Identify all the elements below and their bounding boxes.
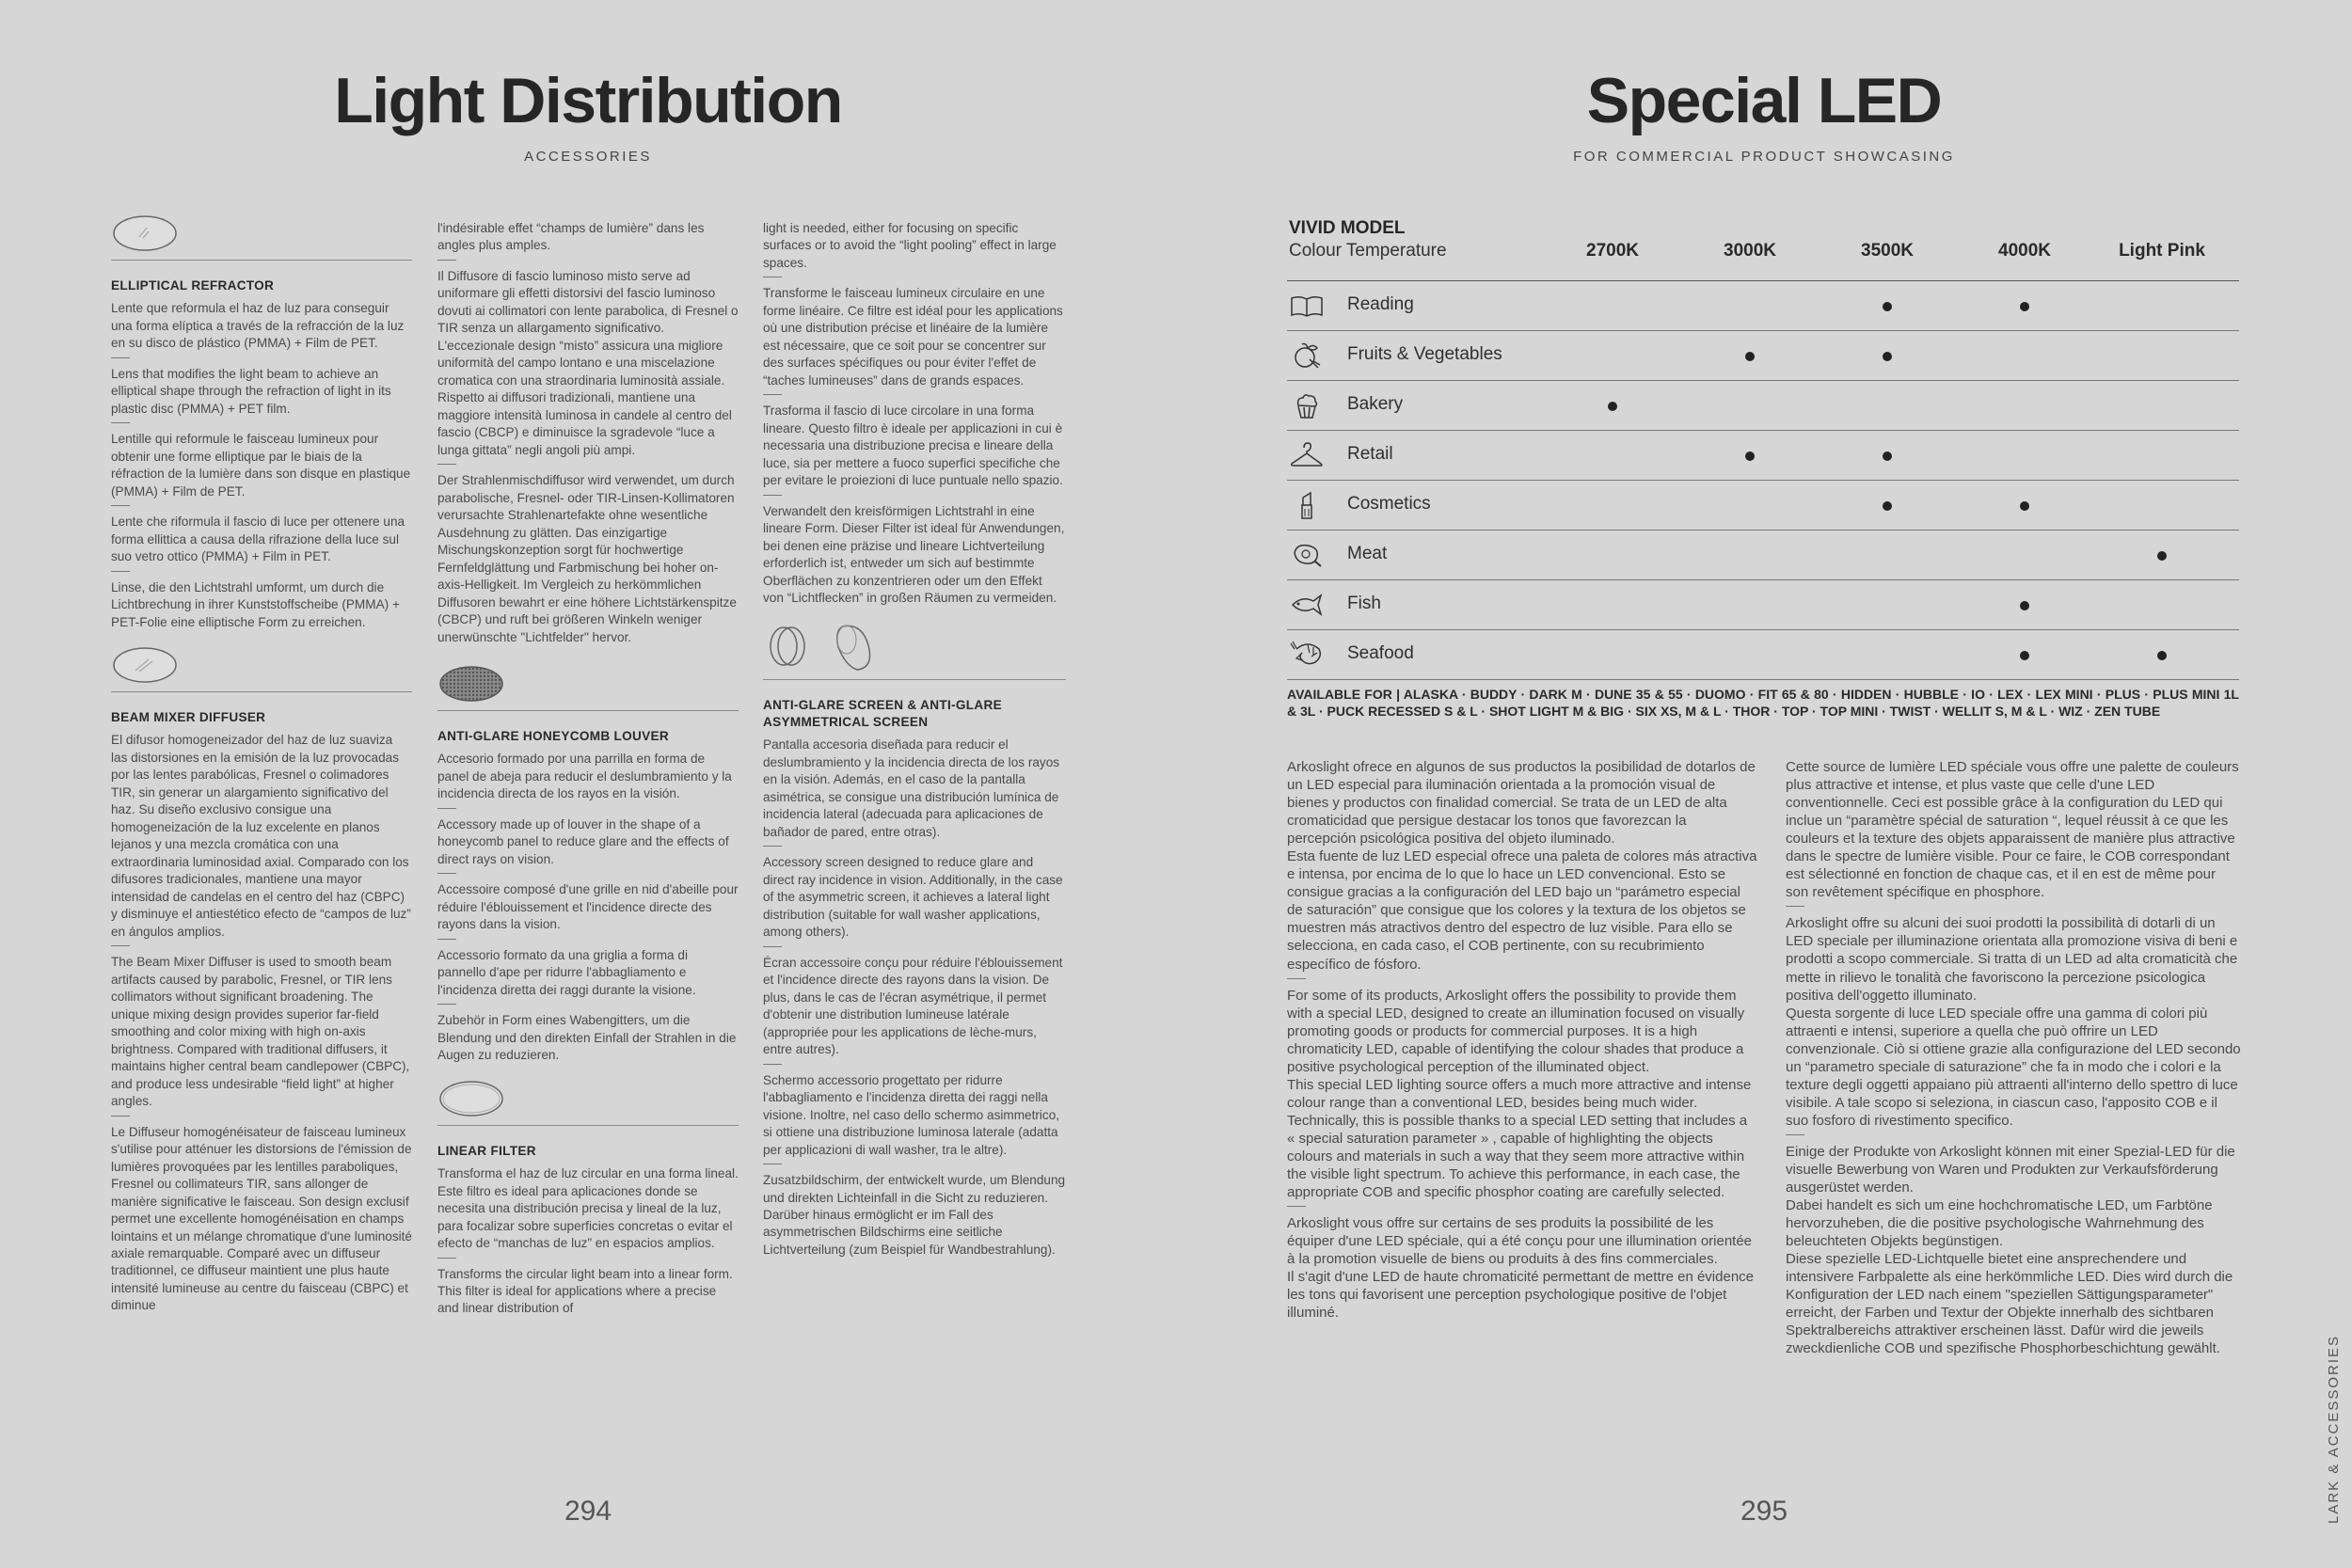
right-page [1176,0,2352,1568]
section-side-tag: LARK & ACCESSORIES [2326,1334,2342,1524]
divider [437,808,456,809]
paragraph-fr: Arkoslight vous offre sur certains de ses produits la possibilité de les équiper d'une LED spéciale, qui a été conçu pour une illumination orientée à la promotion visuelle de biens ou produits à des fins commerciales. Il s'agit d'une LED de haute chromaticité permettant de mettre en évidence les tons qui favorisent une perception psychologique positive de l'objet illuminé. [1287,1215,1755,1322]
table-row [1287,630,2239,680]
accessory-title: ELLIPTICAL REFRACTOR [111,278,275,293]
text-column-2 [437,220,739,1318]
paragraph-en: Accessory made up of louver in the shape of a honeycomb panel to reduce glare and the effects of direct rays on vision. [437,816,729,866]
linear-filter-icon [437,1078,505,1119]
availability-dot [1883,451,1892,461]
row-label: Bakery [1347,394,1404,414]
availability-dot [2020,501,2029,511]
row-label: Fruits & Vegetables [1347,344,1502,364]
paragraph-de: Zubehör in Form eines Wabengitters, um die Blendung und den direkten Einfall der Strahlen in die Augen zu reduzieren. [437,1013,737,1063]
elliptical-refractor-icon [111,213,179,254]
divider [437,1004,456,1005]
paragraph-it: Arkoslight offre su alcuni dei suoi prodotti la possibilità di dotarli di un LED speciale per illuminazione orientata alla promozione visiva di beni e prodotti a scopo commerciale. Si tratta di un LED ad alta cromaticità che mette in rilievo le tonalità che favoriscono la percezione psicologica positiva dell'oggetto illuminato. Questa sorgente di luce LED speciale offre una gamma di colori più attraenti e intensi, superiore a quella che può offrire un LED convenzionale. Ciò si ottiene grazie alla configurazione del LED secondo un “parametro speciale di saturazione” che fa in modo che i colori e la texture degli oggetti appaiano più attraenti all'interno dello spettro di luce visibile. A tale scopo si seleziona, in ciascun caso, l'apposito COB e il suo fosforo di rivestimento specifico. [1786,915,2241,1129]
paragraph-fr: Le Diffuseur homogénéisateur de faisceau lumineux s'utilise pour atténuer les distorsions de l'émission de lumières provoquées par les lentilles paraboliques, Fresnel ou collimateurs TIR, sans allonger de manière significative le faisceau. Son design exclusif permet une excellente homogénéisation en champs lointains et un mélange chromatique d'une luminosité axiale remarquable. Comparé avec un diffuseur traditionnel, ce diffuseur maintient une plus haute intensité lumineuse au centre du faisceau (CBPC) et diminue [111,1124,412,1313]
availability-dot [1745,352,1755,361]
divider [111,691,412,692]
model-name: VIVID MODEL [1289,218,1406,238]
paragraph-de: Linse, die den Lichtstrahl umformt, um durch die Lichtbrechung in ihrer Kunststoffscheibe (PMMA) + PET-Folie eine elliptische Form zu erreichen. [111,579,400,629]
table-row [1287,281,2239,331]
book-icon [1289,291,1325,321]
divider [437,710,739,711]
paragraph-en: The Beam Mixer Diffuser is used to smooth beam artifacts caused by parabolic, Fresnel, or TIR lens collimators without significant broadening. The unique mixing design provides superior far-field smoothing and color mixing with high on-axis brightness. Compared with traditional diffusers, it maintains higher central beam candlepower (CBPC), and produce less undesirable “field light” at higher angles. [111,955,410,1109]
table-row [1287,431,2239,481]
divider [1287,978,1306,979]
availability-dot [1883,352,1892,361]
paragraph-fr: Écran accessoire conçu pour réduire l'éblouissement et l'incidence directe des rayons dans la vision. De plus, dans le cas de l'écran asymétrique, il permet d'obtenir une distribution lumineuse latérale (appropriée pour les applications de lèche-murs, entre autres). [763,955,1063,1057]
column-header: 2700K [1586,241,1639,261]
paragraph-it: Lente che riformula il fascio di luce per ottenere una forma ellittica a causa della rifrazione della luce sul suo vetro ottico (PMMA) + Film in PET. [111,515,405,564]
accessory-title: ANTI-GLARE SCREEN & ANTI-GLARE ASYMMETRICAL SCREEN [763,697,1002,730]
paragraph-en: Accessory screen designed to reduce glare and direct ray incidence in vision. Additionally, in the case of the asymmetric screen, it achieves a lateral light distribution (suitable for wall washer applications, among others). [763,855,1063,940]
availability-dot [2157,551,2167,561]
paragraph-fr: Accessoire composé d'une grille en nid d'abeille pour réduire l'éblouissement et l'incidence directe des rayons dans la vision. [437,882,739,932]
anti-glare-screen-icon [763,619,895,673]
divider [1786,1134,1804,1135]
paragraph-it: Il Diffusore di fascio luminoso misto serve ad uniformare gli effetti distorsivi del fascio luminoso dovuti ai collimatori con lente parabolica, di Fresnel o TIR senza un allargamento significativo. L'eccezionale design “misto” assicura una migliore uniformità del campo lontano e una miscelazione cromatica con una straordinaria luminosità assiale. Rispetto ai diffusori tradizionali, mantiene una maggiore intensità luminosa in candele al centro del fascio (CBCP) e diminuisce la sgradevole “luce a lunga gittata” negli angoli più ampi. [437,268,739,457]
paragraph-es: Transforma el haz de luz circular en una forma lineal. Este filtro es ideal para aplicaciones donde se necesita una distribución precisa y lineal de la luz, para focalizar sobre superficies concretas o evitar el efecto de “manchas de luz” en espacios amplios. [437,1166,739,1251]
divider [111,260,412,261]
divider [763,679,1066,680]
fish-icon [1289,590,1325,620]
page-subtitle: FOR COMMERCIAL PRODUCT SHOWCASING [1573,149,1955,165]
paragraph-fr: l'indésirable effet “champs de lumière” dans les angles plus amples. [437,221,705,253]
column-header: 3000K [1724,241,1776,261]
row-label: Meat [1347,544,1388,563]
hanger-icon [1289,440,1325,470]
available-for-list: AVAILABLE FOR | ALASKA · BUDDY · DARK M · DUNE 35 & 55 · DUOMO · FIT 65 & 80 · HIDDEN · HUBBLE · IO · LEX · LEX MINI · PLUS · PLUS MINI 1L & 3L · PUCK RECESSED S & L · SHOT LIGHT M & BIG · SIX XS, M & L · THOR · TOP · TOP MINI · TWIST · WELLIT S, M & L · WIZ · ZEN TUBE [1287,687,2239,720]
row-header: Colour Temperature [1289,241,1447,261]
page-title: Special LED [1586,65,1942,136]
beam-mixer-diffuser-icon [111,644,179,686]
divider [1287,1206,1306,1207]
paragraph-fr: Lentille qui reformule le faisceau lumineux pour obtenir une forme elliptique par le biais de la réfraction de la lumière dans son disque en plastique (PMMA) + Film de PET. [111,432,411,499]
paragraph-de: Verwandelt den kreisförmigen Lichtstrahl in eine lineare Form. Dieser Filter ist ideal für Anwendungen, bei denen eine präzise und lineare Lichtverteilung erforderlich ist, entweder um sich auf bestimmte Oberflächen zu konzentrieren oder um den Effekt von “Lichtflecken” in großen Räumen zu vermeiden. [763,503,1065,606]
paragraph-it: Trasforma il fascio di luce circolare in una forma lineare. Questo filtro è ideale per applicazioni in cui è necessaria una distribuzione precisa e lineare della luce, sia per mettere a fuoco superfici specifiche che per evitare le proiezioni di luce puntuale nello spazio. [763,404,1063,488]
paragraph-de: Einige der Produkte von Arkoslight können mit einer Spezial-LED für die visuelle Bewerbung von Waren und Produkten zur Verkaufsförderung ausgerüstet werden. Dabei handelt es sich um eine hochchromatische LED, um Farbtöne hervorzuheben, die die positive psychologische Wahrnehmung des beleuchteten Objekts begünstigen. Diese spezielle LED-Lichtquelle bietet eine ansprechendere und intensivere Farbpalette als eine herkömmliche LED. Dies wird durch die Konfiguration der LED nach einem "speziellen Sättigungsparameter" erreicht, der Farben und Textur der Objekte innerhalb des sichtbaren Spektralbereichs attraktiver erscheinen lässt. Dafür wird die jeweils zweckdienliche COB und spezifische Phosphorbeschichtung gewählt. [1786,1143,2235,1357]
divider [111,945,130,946]
availability-dot [1608,402,1617,411]
row-label: Fish [1347,594,1381,613]
paragraph-de: Der Strahlenmischdiffusor wird verwendet, um durch parabolische, Fresnel- oder TIR-Linsen-Kollimatoren verursachte Strahlenartefakte ohne wesentliche Ausdehnung zu glätten. Das einzigartige Mischungskonzeption sorgt für hochwertige Fernfeldglättung und Farbmischung bei hoher on-axis-Helligkeit. Im Vergleich zu herkömmlichen Diffusoren bewahrt er eine höhere Lichtstärkenspitze (CBCP) und ruft bei größeren Winkeln weniger unerwünschte "Lichtfelder" hervor. [437,473,737,644]
availability-dot [2020,302,2029,311]
paragraph-it: Accessorio formato da una griglia a forma di pannello d'ape per ridurre l'abbagliamento e l'incidenza diretta dei raggi durante la visione. [437,947,696,997]
divider [111,357,130,358]
paragraph-en: Lens that modifies the light beam to achieve an elliptical shape through the refraction of light in its plastic disc (PMMA) + PET film. [111,366,391,416]
page-number: 294 [564,1496,612,1527]
fruit-icon [1289,341,1325,371]
page-title: Light Distribution [334,65,842,136]
table-row [1287,331,2239,381]
row-label: Retail [1347,444,1393,464]
paragraph-es: Lente que reformula el haz de luz para conseguir una forma elíptica a través de la refracción de la luz en su disco de plástico (PMMA) + Film de PET. [111,301,405,351]
availability-dot [2157,651,2167,660]
availability-dot [2020,601,2029,610]
availability-dot [1883,501,1892,511]
shrimp-icon [1289,640,1325,670]
divider [1786,906,1804,907]
honeycomb-louver-icon [437,663,505,705]
divider [437,1258,456,1259]
text-column-3 [763,220,1066,1259]
paragraph-es: Arkoslight ofrece en algunos de sus productos la posibilidad de dotarlos de un LED especial para iluminación orientada a la promoción visual de bienes y productos con finalidad comercial. Se trata de un LED de alta cromaticidad que persigue destacar los tonos que favorezcan la percepción psicológica positiva del objeto iluminado. Esta fuente de luz LED especial ofrece una paleta de colores más atractiva e intensa, por encima de lo que lo hace un LED convencional. Esto se consigue gracias a la configuración del LED bajo un “parámetro especial de saturación” que consigue que los colores y la textura de los objetos se muestren más atractivos dentro del espectro de luz visible. Para ello se selecciona, en cada caso, el COB pertinente, con su recubrimiento específico de fósforo. [1287,759,1757,973]
accessory-title: ANTI-GLARE HONEYCOMB LOUVER [437,729,669,744]
accessory-title: BEAM MIXER DIFFUSER [111,710,266,725]
paragraph-en: For some of its products, Arkoslight offers the possibility to provide them with a special LED, designed to create an illumination focused on visually promoting goods or products for commercial purposes. It is a high chromaticity LED, capable of identifying the colour shades that produce a positive psychological perception of the illuminated object. This special LED lighting source offers a much more attractive and intense colour range than a conventional LED, besides being much wider. Technically, this is possible thanks to a special LED setting that includes a « special saturation parameter » , capable of highlighting the objects colours and materials in such a way that they seem more attractive within the visible light spectrum. To achieve this performance, in each case, the appropriate COB and specific phosphor coating are carefully selected. [1287,987,1752,1201]
divider [437,260,456,261]
paragraph-fr: Transforme le faisceau lumineux circulaire en une forme linéaire. Ce filtre est idéal pour les applications où une distribution précise et linéaire de la lumière est nécessaire, que ce soit pour se concentrer sur des surfaces spécifiques ou pour éviter l'effet de “taches lumineuses” dans de grands espaces. [763,286,1063,388]
table-row [1287,381,2239,431]
table-row [1287,531,2239,580]
paragraph-it: Schermo accessorio progettato per ridurre l'abbagliamento e l'incidenza diretta dei raggi nella visione. Inoltre, nel caso dello schermo asimmetrico, si ottiene una distribuzione luminosa laterale (adatta per applicazioni di wall washer, tra le altre). [763,1072,1060,1157]
meat-icon [1289,540,1325,570]
divider [111,505,130,506]
text-column-right [1786,758,2241,1358]
row-label: Cosmetics [1347,494,1431,514]
table-header [1287,218,2239,281]
divider [111,571,130,572]
divider [763,1064,782,1065]
divider [437,873,456,874]
divider [763,946,782,947]
paragraph-en: Transforms the circular light beam into a linear form. This filter is ideal for applications where a precise and linear distribution of [437,1266,733,1316]
divider [437,1125,739,1126]
paragraph-en: light is needed, either for focusing on specific surfaces or to avoid the “light pooling” effect in large spaces. [763,221,1057,270]
table-row [1287,580,2239,630]
divider [763,495,782,496]
divider [437,464,456,465]
table-row [1287,481,2239,531]
divider [437,939,456,940]
paragraph-es: El difusor homogeneizador del haz de luz suaviza las distorsiones en la emisión de la luz provocadas por las lentes parabólicas, Fresnel o colimadores TIR, sin generar un alargamiento significativo del haz. Su diseño exclusivo consigue una homogeneización de la luz excelente en planos lejanos y una mezcla cromática con una extraordinaria luminosidad axial. Comparado con los difusores tradicionales, mantiene una mayor intensidad de candelas en el centro del haz (CBPC) y disminuye el antiestético efecto de “campos de luz” en ángulos amplios. [111,733,411,939]
column-header: 4000K [1998,241,2051,261]
divider [763,846,782,847]
paragraph-es: Accesorio formado por una parrilla en forma de panel de abeja para reducir el deslumbramiento y la incidencia directa de los rayos en la visión. [437,752,732,801]
page-number: 295 [1740,1496,1788,1527]
availability-dot [2020,651,2029,660]
divider [111,422,130,423]
column-header: 3500K [1861,241,1914,261]
divider [111,1116,130,1117]
availability-dot [1883,302,1892,311]
accessory-title: LINEAR FILTER [437,1143,536,1158]
row-label: Seafood [1347,643,1414,663]
cupcake-icon [1289,390,1325,420]
colour-temperature-table [1287,218,2239,680]
availability-dot [1745,451,1755,461]
paragraph-fr: Cette source de lumière LED spéciale vous offre une palette de couleurs plus attractive et intense, et plus vaste que celle d'une LED conventionnelle. Ceci est possible grâce à la configuration du LED qui inclue un “paramètre spécial de saturation “, lequel réussit à ce que les couleurs et la texture des objets apparaissent de manière plus attractive dans le spectre de lumière visible. Pour ce faire, le COB correspondant est sélectionné en fonction de chaque cas, et il en est de même pour son revêtement spécifique en phosphore. [1786,759,2239,901]
paragraph-es: Pantalla accesoria diseñada para reducir el deslumbramiento y la incidencia directa de los rayos en la visión. Además, en el caso de la pantalla asimétrica, se consigue una distribución lumínica de incidencia lateral (adecuada para aplicaciones de bañador de pared, entre otras). [763,737,1060,839]
text-column-left [1287,758,1757,1322]
page-subtitle: ACCESSORIES [524,149,652,165]
text-column-1 [111,213,412,1315]
column-header: Light Pink [2119,241,2205,261]
divider [763,394,782,395]
row-label: Reading [1347,294,1414,314]
lipstick-icon [1289,490,1325,520]
paragraph-de: Zusatzbildschirm, der entwickelt wurde, um Blendung und direkten Lichteinfall in die Sicht zu reduzieren. Darüber hinaus ermöglicht er im Fall des asymmetrischen Bildschirms eine seitliche Lichtverteilung (zum Beispiel für Wandbestrahlung). [763,1173,1066,1257]
